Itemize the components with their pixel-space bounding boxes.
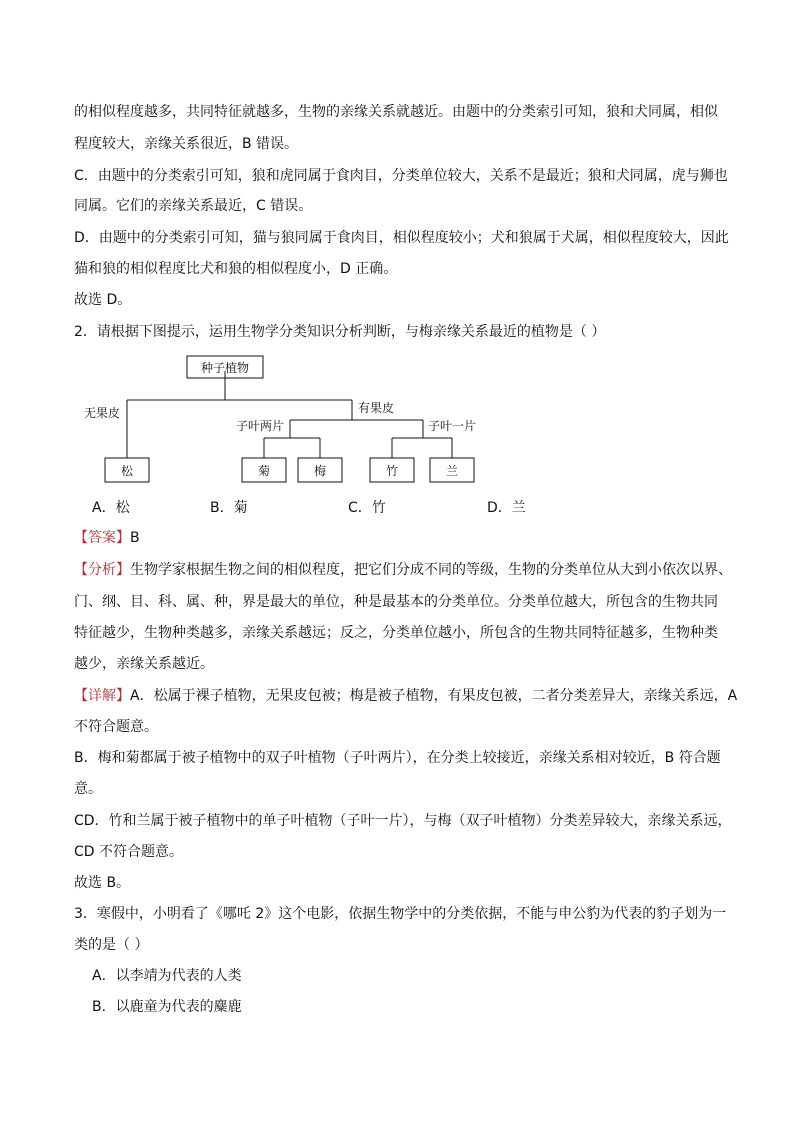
detail-text: A．松属于裸子植物，无果皮包被；梅是被子植物，有果皮包被，二者分类差异大，亲缘关系远，A bbox=[130, 688, 738, 704]
option-d: D．兰 bbox=[487, 500, 526, 516]
option-a: A．松 bbox=[92, 500, 130, 516]
diagram-leaf-label: 兰 bbox=[445, 464, 459, 478]
diagram-root-label: 种子植物 bbox=[200, 361, 250, 375]
diagram-branch-left-label: 无果皮 bbox=[84, 406, 121, 420]
text-line: 的相似程度越多，共同特征就越多，生物的亲缘关系就越近。由题中的分类索引可知，狼和犬同属，相似 bbox=[74, 104, 718, 120]
analysis-tag: 【分析】 bbox=[74, 562, 130, 578]
question-2-stem: 2．请根据下图提示，运用生物学分类知识分析判断，与梅亲缘关系最近的植物是（ ） bbox=[74, 324, 606, 340]
detail-tag: 【详解】 bbox=[74, 688, 130, 704]
text-line: 同属。它们的亲缘关系最近，C 错误。 bbox=[74, 198, 313, 214]
diagram-branch-right-label: 有果皮 bbox=[358, 401, 395, 415]
question-3-stem: 类的是（ ） bbox=[74, 937, 149, 953]
detail-line: CD 不符合题意。 bbox=[74, 844, 184, 860]
analysis-line: 特征越少，生物种类越多，亲缘关系越远；反之，分类单位越小，所包含的生物共同特征越多，生物种类 bbox=[74, 625, 718, 641]
detail-line: 意。 bbox=[74, 781, 102, 797]
detail-line: 故选 B。 bbox=[74, 875, 131, 891]
answer-line bbox=[74, 528, 140, 548]
text-line: 程度较大，亲缘关系很近，B 错误。 bbox=[74, 136, 299, 152]
question-3-stem: 3．寒假中，小明看了《哪吒 2》这个电影，依据生物学中的分类依据，不能与申公豹为代表的豹子划为一 bbox=[74, 906, 727, 922]
analysis-text: 生物学家根据生物之间的相似程度，把它们分成不同的等级，生物的分类单位从大到小依次以界、 bbox=[130, 562, 732, 578]
option-b: B．菊 bbox=[210, 500, 248, 516]
diagram-sub-right-label: 子叶一片 bbox=[428, 419, 477, 433]
text-line: 故选 D。 bbox=[74, 292, 132, 308]
diagram-leaf-label: 竹 bbox=[385, 464, 399, 478]
diagram-leaf-label: 梅 bbox=[313, 464, 327, 478]
analysis-line: 越少，亲缘关系越近。 bbox=[74, 656, 214, 672]
classification-diagram bbox=[0, 350, 794, 490]
option-b: B．以鹿童为代表的麋鹿 bbox=[92, 999, 242, 1015]
detail-line: CD．竹和兰属于被子植物中的单子叶植物（子叶一片），与梅（双子叶植物）分类差异较大，亲缘关系远， bbox=[74, 813, 732, 829]
detail-line bbox=[74, 686, 737, 706]
text-line: C．由题中的分类索引可知，狼和虎同属于食肉目，分类单位较大，关系不是最近；狼和犬同属，虎与狮也 bbox=[74, 168, 728, 184]
diagram-leaf-label: 松 bbox=[120, 464, 134, 478]
answer-value: B bbox=[130, 530, 140, 546]
text-line: D．由题中的分类索引可知，猫与狼同属于食肉目，相似程度较小；犬和狼属于犬属，相似程度较大，因此 bbox=[74, 230, 729, 246]
detail-line: 不符合题意。 bbox=[74, 719, 158, 735]
option-a: A．以李靖为代表的人类 bbox=[92, 968, 242, 984]
text-line: 猫和狼的相似程度比犬和狼的相似程度小，D 正确。 bbox=[74, 261, 398, 277]
diagram-sub-left-label: 子叶两片 bbox=[236, 419, 285, 433]
analysis-line: 门、纲、目、科、属、种，界是最大的单位，种是最基本的分类单位。分类单位越大，所包含的生物共同 bbox=[74, 594, 718, 610]
answer-tag: 【答案】 bbox=[74, 530, 130, 546]
analysis-line bbox=[74, 560, 732, 580]
diagram-leaf-label: 菊 bbox=[257, 464, 271, 478]
detail-line: B．梅和菊都属于被子植物中的双子叶植物（子叶两片），在分类上较接近，亲缘关系相对较近，B 符合题 bbox=[74, 750, 721, 766]
option-c: C．竹 bbox=[348, 500, 386, 516]
